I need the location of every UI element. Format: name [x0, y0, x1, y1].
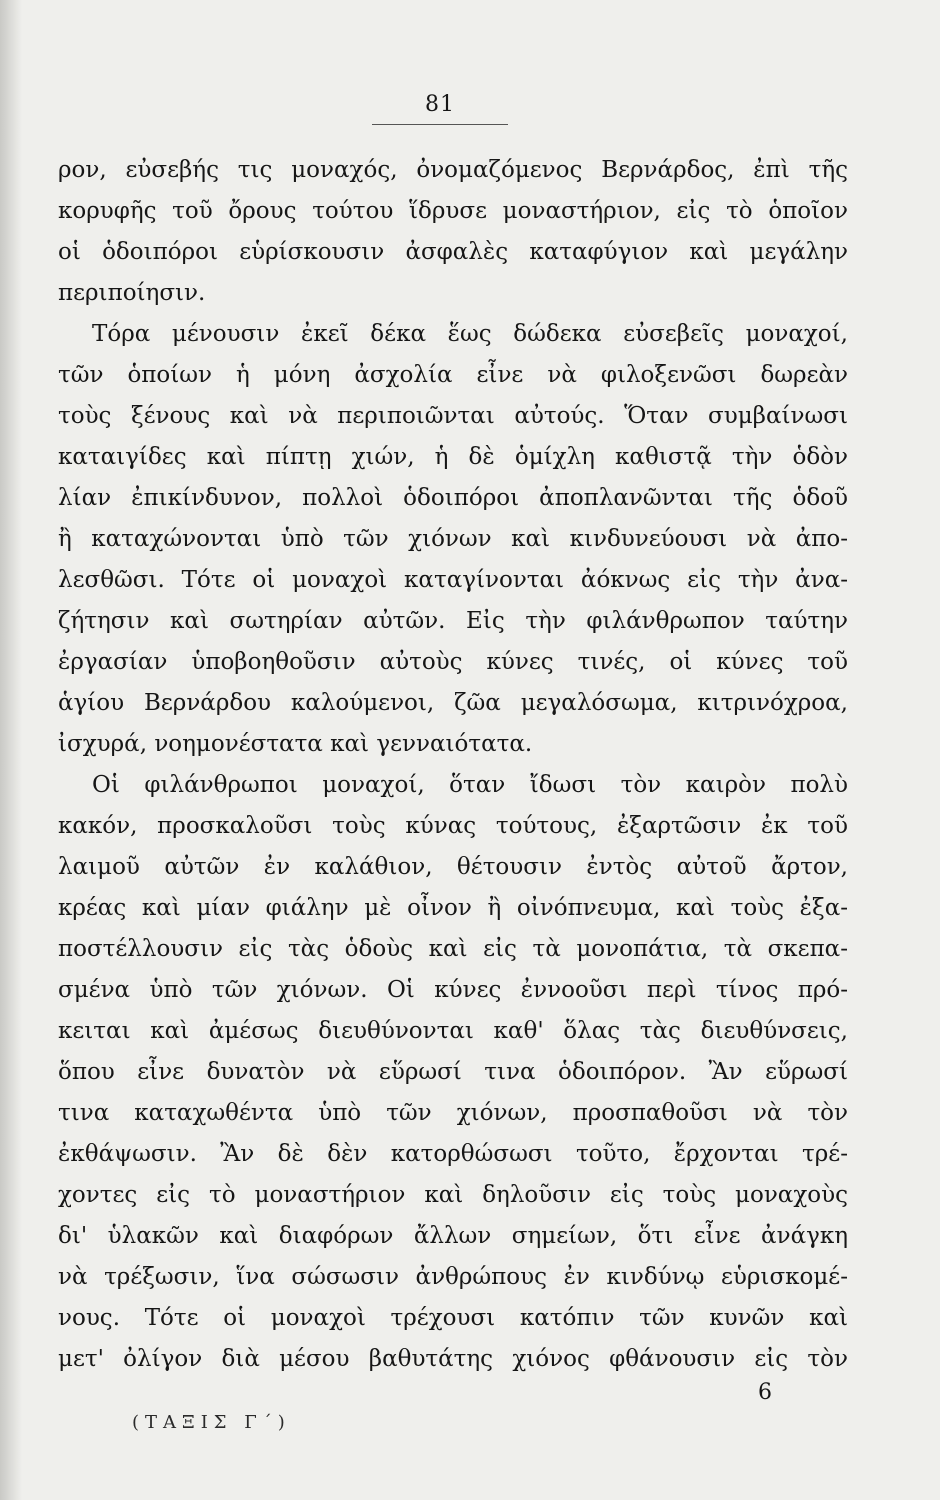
footer-class-note: (ΤΑΞΙΣ Γ΄)	[132, 1412, 291, 1433]
text-line: νὰ τρέξωσιν, ἵνα σώσωσιν ἀνθρώπους ἐν κινδύνῳ εὑρισκομέ-	[58, 1264, 848, 1290]
page-edge-shadow	[0, 0, 22, 1500]
text-line: κακόν, προσκαλοῦσι τοὺς κύνας τούτους, ἐξαρτῶσιν ἐκ τοῦ	[58, 813, 848, 839]
header-rule	[372, 124, 508, 125]
text-line: ἐργασίαν ὑποβοηθοῦσιν αὐτοὺς κύνες τινές, οἱ κύνες τοῦ	[58, 649, 848, 675]
text-line: ἢ καταχώνονται ὑπὸ τῶν χιόνων καὶ κινδυνεύουσι νὰ ἀπο-	[58, 526, 848, 552]
text-line: νους. Τότε οἱ μοναχοὶ τρέχουσι κατόπιν τῶν κυνῶν καὶ	[58, 1305, 848, 1331]
text-line: ρον, εὐσεβής τις μοναχός, ὀνομαζόμενος Βερνάρδος, ἐπὶ τῆς	[58, 157, 848, 183]
text-line: ἰσχυρά, νοημονέστατα καὶ γενναιότατα.	[58, 731, 533, 757]
text-line: κρέας καὶ μίαν φιάλην μὲ οἶνον ἢ οἰνόπνευμα, καὶ τοὺς ἐξα-	[58, 895, 848, 921]
text-line: λεσθῶσι. Τότε οἱ μοναχοὶ καταγίνονται ἀόκνως εἰς τὴν ἀνα-	[58, 567, 848, 593]
text-line: περιποίησιν.	[58, 280, 206, 306]
text-line: τοὺς ξένους καὶ νὰ περιποιῶνται αὐτούς. Ὅταν συμβαίνωσι	[58, 403, 848, 429]
text-line: ἐκθάψωσιν. Ἂν δὲ δὲν κατορθώσωσι τοῦτο, ἔρχονται τρέ-	[58, 1141, 848, 1167]
text-line: καταιγίδες καὶ πίπτῃ χιών, ἡ δὲ ὁμίχλη καθιστᾷ τὴν ὁδὸν	[58, 444, 848, 470]
body-text	[58, 150, 848, 1380]
signature-mark: 6	[758, 1380, 772, 1405]
page-number: 81	[425, 92, 455, 117]
text-line: ὅπου εἶνε δυνατὸν νὰ εὕρωσί τινα ὁδοιπόρον. Ἂν εὕρωσί	[58, 1059, 848, 1085]
text-line: τῶν ὁποίων ἡ μόνη ἀσχολία εἶνε νὰ φιλοξενῶσι δωρεὰν	[58, 362, 848, 388]
text-line: λίαν ἐπικίνδυνον, πολλοὶ ὁδοιπόροι ἀποπλανῶνται τῆς ὁδοῦ	[58, 485, 848, 511]
text-line: σμένα ὑπὸ τῶν χιόνων. Οἱ κύνες ἐννοοῦσι περὶ τίνος πρό-	[58, 977, 848, 1003]
text-line: κορυφῆς τοῦ ὄρους τούτου ἵδρυσε μοναστήριον, εἰς τὸ ὁποῖον	[58, 198, 848, 224]
text-line: κειται καὶ ἀμέσως διευθύνονται καθ' ὅλας τὰς διευθύνσεις,	[58, 1018, 848, 1044]
text-line: οἱ ὁδοιπόροι εὑρίσκουσιν ἀσφαλὲς καταφύγιον καὶ μεγάλην	[58, 239, 848, 265]
text-line: ἁγίου Βερνάρδου καλούμενοι, ζῶα μεγαλόσωμα, κιτρινόχροα,	[58, 690, 848, 716]
text-line: μετ' ὀλίγον διὰ μέσου βαθυτάτης χιόνος φθάνουσιν εἰς τὸν	[58, 1346, 848, 1372]
text-line: ποστέλλουσιν εἰς τὰς ὁδοὺς καὶ εἰς τὰ μονοπάτια, τὰ σκεπα-	[58, 936, 848, 962]
text-line: λαιμοῦ αὐτῶν ἐν καλάθιον, θέτουσιν ἐντὸς αὐτοῦ ἄρτον,	[58, 854, 848, 880]
text-line: χοντες εἰς τὸ μοναστήριον καὶ δηλοῦσιν εἰς τοὺς μοναχοὺς	[58, 1182, 848, 1208]
text-line: Οἱ φιλάνθρωποι μοναχοί, ὅταν ἴδωσι τὸν καιρὸν πολὺ	[92, 772, 848, 798]
text-line: δι' ὑλακῶν καὶ διαφόρων ἄλλων σημείων, ὅτι εἶνε ἀνάγκη	[58, 1223, 848, 1249]
text-line: Τόρα μένουσιν ἐκεῖ δέκα ἕως δώδεκα εὐσεβεῖς μοναχοί,	[92, 321, 848, 347]
text-line: τινα καταχωθέντα ὑπὸ τῶν χιόνων, προσπαθοῦσι νὰ τὸν	[58, 1100, 848, 1126]
text-line: ζήτησιν καὶ σωτηρίαν αὐτῶν. Εἰς τὴν φιλάνθρωπον ταύτην	[58, 608, 848, 634]
